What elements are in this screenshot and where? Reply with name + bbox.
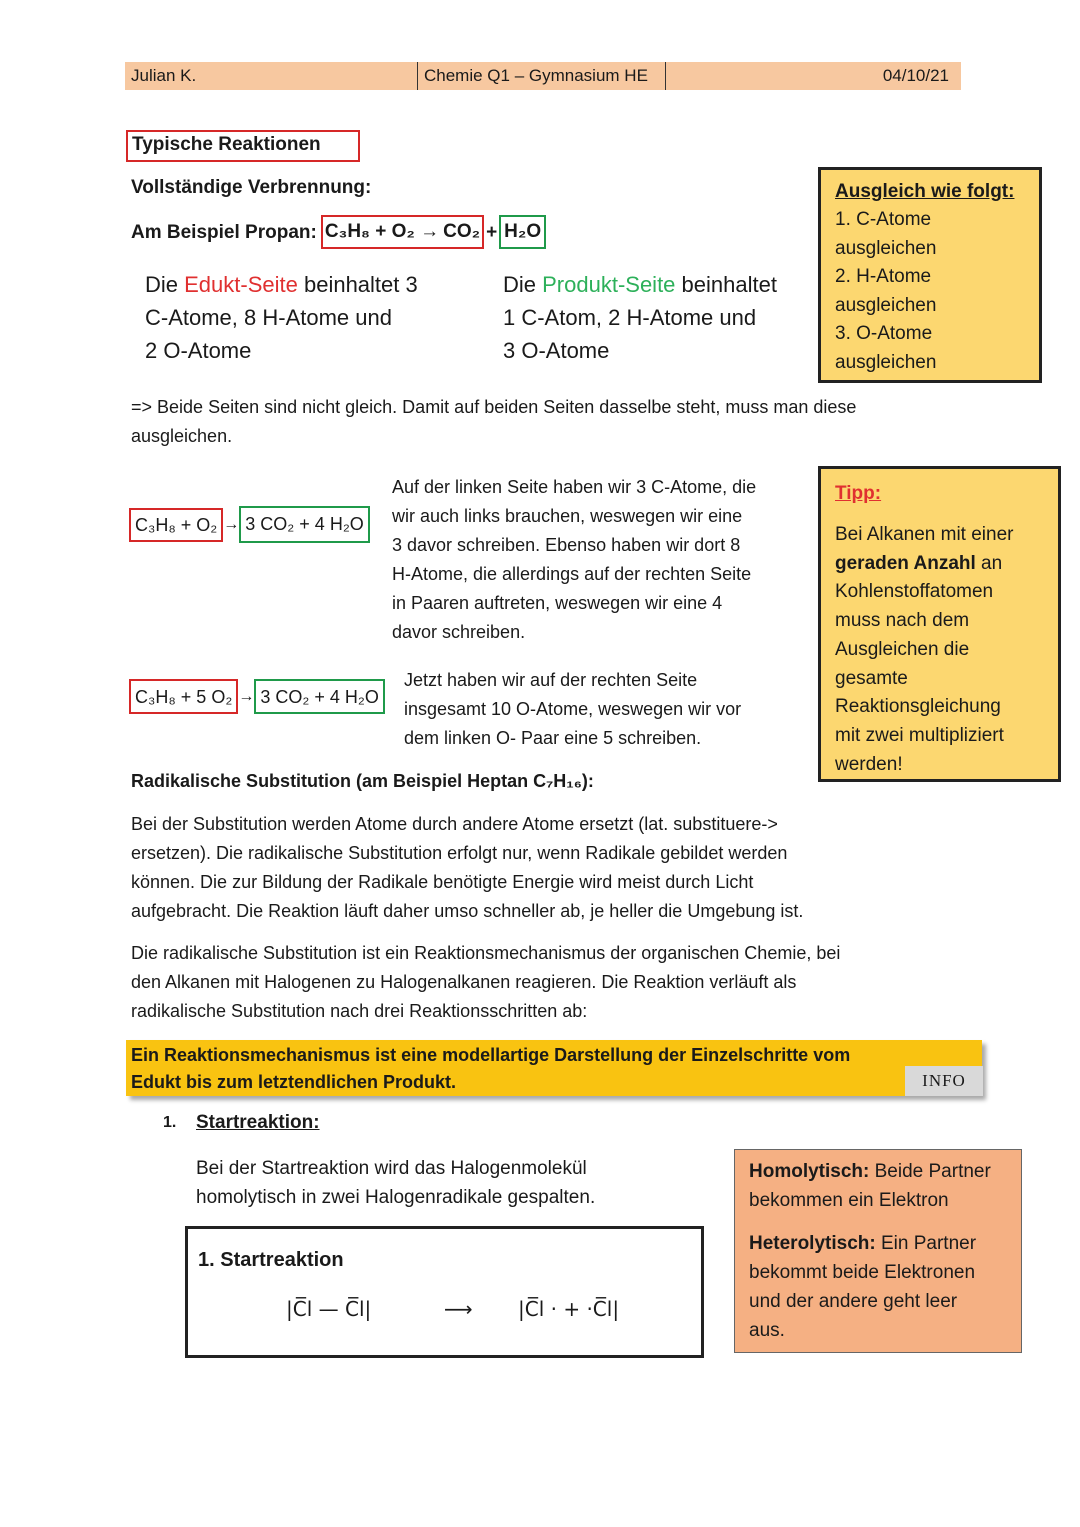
educt-description: Die Edukt-Seite beinhaltet 3 C-Atome, 8 H-Atome und 2 O-Atome <box>145 272 418 363</box>
step1-products: 3 CO₂ + 4 H₂O <box>239 506 370 543</box>
heterolytic-label: Heterolytisch: <box>749 1233 876 1254</box>
step1-reactants: C₃H₈ + O₂ <box>129 508 223 542</box>
h2o-box: H₂O <box>499 215 546 249</box>
info-text: Ein Reaktionsmechanismus ist eine modellartige Darstellung der Einzelschritte vom Edukt bis zum letztendlichen Produkt. <box>131 1045 851 1092</box>
propane-equation <box>131 215 546 249</box>
tip-box: Tipp: Bei Alkanen mit einer geraden Anzahl an Kohlenstoffatomen muss nach dem Ausgleichen die gesamte Reaktionsgleichung mit zwei multipliziert werden! <box>818 466 1061 782</box>
reaction-arrow: ⟶ <box>444 1297 473 1321</box>
step1-explanation: Auf der linken Seite haben wir 3 C-Atome, die wir auch links brauchen, weswegen wir eine 3 davor schreiben. Ebenso haben wir dort 8 H-Atome, die allerdings auf der rechten Seite in Paaren auftreten, weswegen wir eine 4 davor schreiben. <box>392 477 757 642</box>
header-divider <box>665 62 666 90</box>
homolytic-label: Homolytisch: <box>749 1161 870 1182</box>
tip-title: Tipp: <box>835 483 882 504</box>
step2-reactants: C₃H₈ + 5 O₂ <box>129 679 238 714</box>
step1-equation <box>129 506 370 543</box>
chlorine-radicals: |C̅l · + ·C̅l| <box>518 1297 620 1321</box>
date: 04/10/21 <box>882 66 949 85</box>
combustion-heading: Vollständige Verbrennung: <box>131 177 372 198</box>
substitution-paragraph-1: Bei der Substitution werden Atome durch andere Atome ersetzt (lat. substituere-> ersetzen). Die radikalische Substitution erfolgt nur, wenn Radikale gebildet werden können. Die zur Bildung der Radikale benötigte Energie wird meist durch Licht aufgebracht. Die Reaktion läuft daher umso schneller ab, je heller die Umgebung ist. <box>131 814 804 921</box>
educt-highlight: Edukt-Seite <box>184 272 298 297</box>
equation-box <box>321 215 484 249</box>
course: Chemie Q1 – Gymnasium HE <box>424 66 648 85</box>
step2-explanation: Jetzt haben wir auf der rechten Seite insgesamt 10 O-Atome, weswegen wir vor dem linken O- Paar eine 5 schreiben. <box>404 670 742 748</box>
reactants: C₃H₈ + O₂ → <box>324 221 440 242</box>
author: Julian K. <box>131 66 197 85</box>
start-reaction-heading: Startreaktion: <box>196 1112 320 1133</box>
substitution-paragraph-2: Die radikalische Substitution ist ein Reaktionsmechanismus der organischen Chemie, bei den Alkanen mit Halogenen zu Halogenalkanen reagieren. Die Reaktion verläuft als radikalische Substitution nach drei Reaktionsschritten ab: <box>131 943 841 1021</box>
header-divider <box>417 62 418 90</box>
co2: CO₂ <box>443 221 481 242</box>
chlorine-molecule: |C̅l — C̅l| <box>286 1297 372 1321</box>
plus-sign: + <box>486 221 498 243</box>
example-label: Am Beispiel Propan: <box>131 221 317 243</box>
conclusion: => Beide Seiten sind nicht gleich. Damit auf beiden Seiten dasselbe steht, muss man diese ausgleichen. <box>131 397 857 446</box>
header-bar <box>125 62 961 90</box>
arrow-icon: → <box>238 687 255 705</box>
step2-equation <box>129 679 385 714</box>
product-description: Die Produkt-Seite beinhaltet 1 C-Atom, 2 H-Atome und 3 O-Atome <box>503 272 777 363</box>
balance-title: Ausgleich wie folgt: <box>835 181 1015 202</box>
mechanism-figure <box>185 1226 704 1358</box>
step2-products: 3 CO₂ + 4 H₂O <box>254 679 385 714</box>
product-highlight: Produkt-Seite <box>542 272 676 297</box>
section-title: Typische Reaktionen <box>126 130 360 162</box>
start-reaction-text: Bei der Startreaktion wird das Halogenmolekül homolytisch in zwei Halogenradikale gespalten. <box>196 1158 596 1208</box>
list-number: 1. <box>163 1114 177 1131</box>
definition-box: Homolytisch: Beide Partner bekommen ein Elektron Heterolytisch: Ein Partner bekommt beide Elektronen und der andere geht leer aus. <box>734 1149 1022 1353</box>
substitution-heading: Radikalische Substitution (am Beispiel Heptan C₇H₁₆): <box>131 771 594 791</box>
figure-title: 1. Startreaktion <box>198 1249 344 1271</box>
balance-box: Ausgleich wie folgt: 1. C-Atome ausgleichen 2. H-Atome ausgleichen 3. O-Atome ausgleichen <box>818 167 1042 383</box>
arrow-icon: → <box>223 515 240 533</box>
info-tag: INFO <box>905 1066 983 1096</box>
